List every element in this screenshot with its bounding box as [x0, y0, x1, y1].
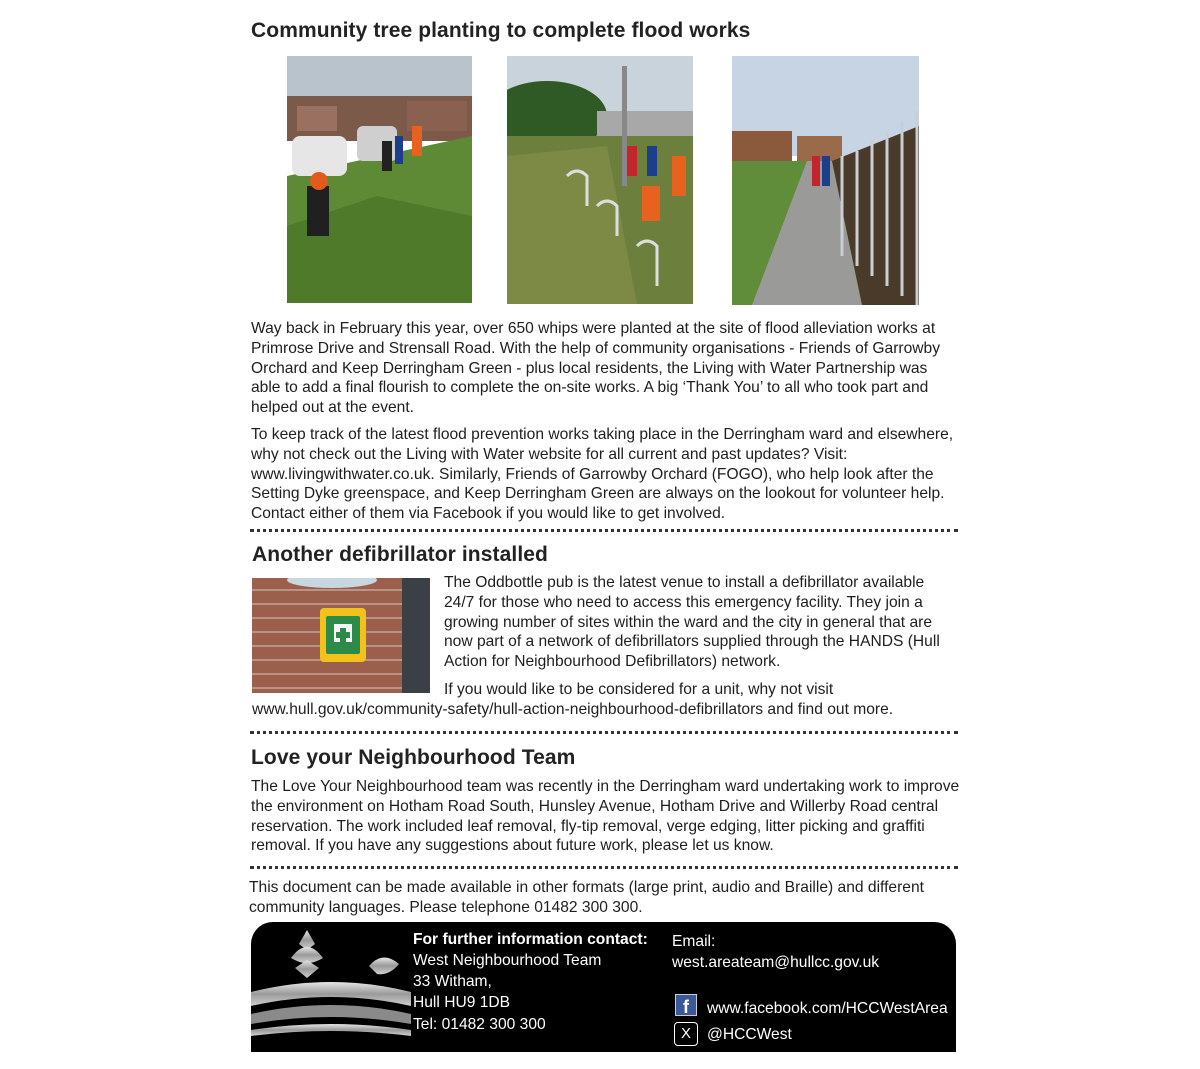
email-label: Email:	[672, 933, 716, 950]
tree-planting-photo-2	[507, 56, 693, 304]
section-divider	[250, 731, 958, 734]
defibrillator-heading: Another defibrillator installed	[252, 543, 548, 566]
defibrillator-paragraph-1: The Oddbottle pub is the latest venue to install a defibrillator available 24/7 for those who need to access this emergency facility. They join a growing number of sites within the ward and the city in general that are now part of a network of defibrillators supplied through the HANDS (Hull Action for Neighbourhood Defibrillators) network.	[444, 574, 940, 671]
email-address[interactable]: west.areateam@hullcc.gov.uk	[672, 954, 880, 971]
facebook-link[interactable]: www.facebook.com/HCCWestArea	[707, 1000, 948, 1017]
tree-planting-heading: Community tree planting to complete flood works	[251, 19, 751, 42]
defibrillator-link-text: www.hull.gov.uk/community-safety/hull-action-neighbourhood-defibrillators and find out more.	[252, 701, 894, 718]
neighbourhood-team-paragraph: The Love Your Neighbourhood team was recently in the Derringham ward undertaking work to improve the environment on Hotham Road South, Hunsley Avenue, Hotham Drive and Willerby Road central reservation. The work included leaf removal, fly-tip removal, verge edging, litter picking and graffiti removal. If you have any suggestions about future work, please let us know.	[251, 778, 960, 855]
x-twitter-icon: X	[674, 1022, 698, 1046]
crown-logo-icon	[251, 922, 411, 1052]
defibrillator-paragraph-2: If you would like to be considered for a unit, why not visit	[444, 681, 834, 698]
tree-planting-photo-3	[732, 56, 919, 305]
neighbourhood-team-heading: Love your Neighbourhood Team	[251, 746, 576, 769]
defibrillator-photo	[252, 578, 430, 693]
section-divider	[250, 529, 958, 532]
section-divider	[250, 866, 958, 869]
contact-footer	[251, 922, 956, 1052]
contact-heading: For further information contact:	[413, 931, 648, 948]
telephone: Tel: 01482 300 300	[413, 1016, 546, 1033]
tree-planting-photo-1	[287, 56, 472, 303]
facebook-icon: f	[675, 994, 697, 1016]
tree-planting-paragraph-1: Way back in February this year, over 650 whips were planted at the site of flood alleviation works at Primrose Drive and Strensall Road. With the help of community organisations - Friends of Garrowby Orchard and Keep Derringham Green - plus local residents, the Living with Water Partnership was able to add a final flourish to complete the on-site works. A big ‘Thank You’ to all who took part and helped out at the event.	[251, 320, 941, 417]
accessibility-notice: This document can be made available in other formats (large print, audio and Braille) and different community languages. Please telephone 01482 300 300.	[249, 879, 924, 916]
team-name: West Neighbourhood Team	[413, 952, 602, 969]
x-handle-link[interactable]: @HCCWest	[707, 1026, 792, 1043]
tree-planting-paragraph-2: To keep track of the latest flood prevention works taking place in the Derringham ward and elsewhere, why not check out the Living with Water website for all current and past updates? Visit: www.livingwithwater.co.uk. Similarly, Friends of Garrowby Orchard (FOGO), who help look after the Setting Dyke greenspace, and Keep Derringham Green are always on the lookout for volunteer help. Contact either of them via Facebook if you would like to get involved.	[251, 426, 954, 523]
address-line-2: Hull HU9 1DB	[413, 994, 511, 1011]
address-line-1: 33 Witham,	[413, 973, 492, 990]
